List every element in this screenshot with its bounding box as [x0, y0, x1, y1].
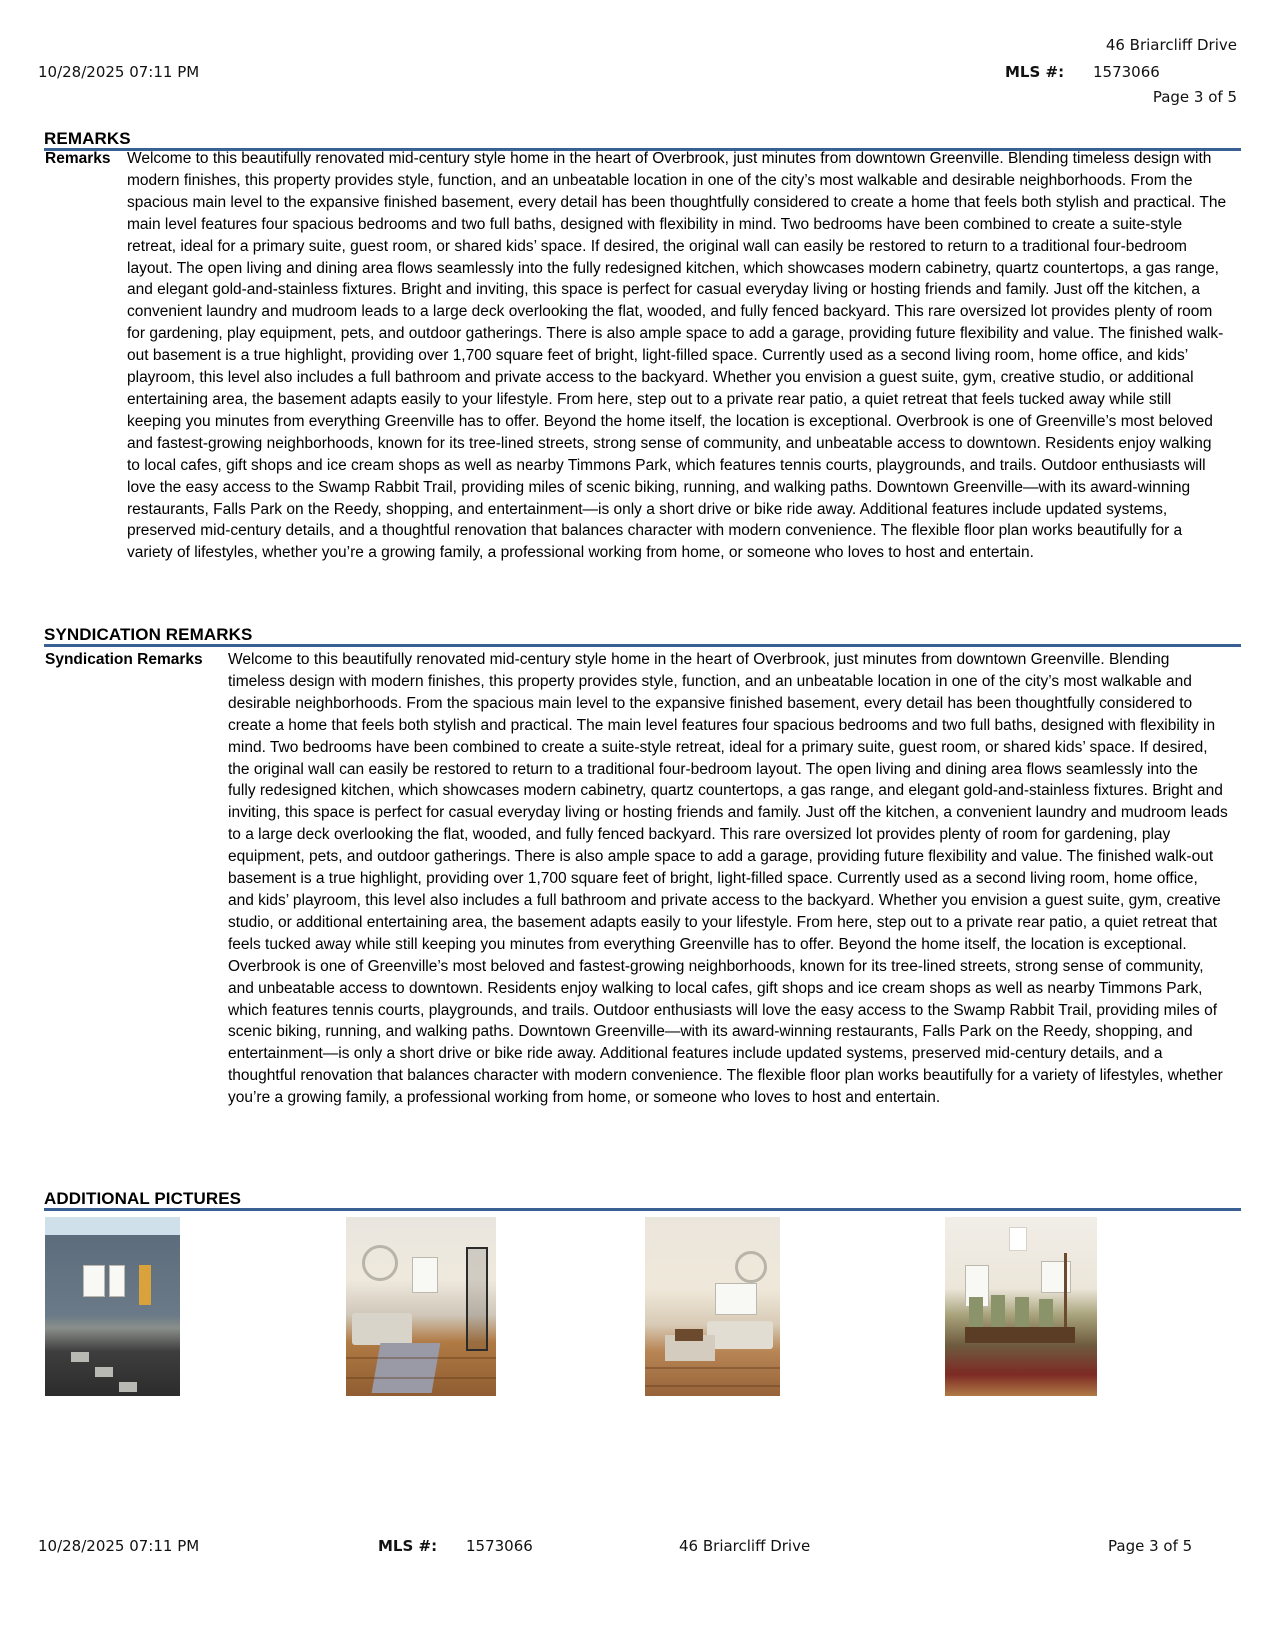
- footer-address: 46 Briarcliff Drive: [679, 1537, 811, 1555]
- header-mls-label: MLS #:: [1005, 63, 1065, 81]
- exterior-photo[interactable]: [45, 1217, 180, 1396]
- footer-page-number: Page 3 of 5: [1108, 1537, 1193, 1555]
- remarks-label: Remarks: [45, 150, 111, 167]
- remarks-section-title: REMARKS: [44, 129, 1241, 151]
- header-mls-number: 1573066: [1093, 63, 1160, 81]
- dining-room-photo[interactable]: [945, 1217, 1097, 1396]
- footer-mls-number: 1573066: [466, 1537, 533, 1555]
- header-datetime: 10/28/2025 07:11 PM: [38, 63, 200, 81]
- syndication-remarks-text: Welcome to this beautifully renovated mid-century style home in the heart of Overbrook, just minutes from downtown Greenville. Blending timeless design with modern finishes, this property provides style, function, and an unbeatable location in one of the city’s most walkable and desirable neighborhoods. From the spacious main level to the expansive finished basement, every detail has been thoughtfully considered to create a home that feels both stylish and practical. The main level features four spacious bedrooms and two full baths, designed with flexibility in mind. Two bedrooms have been combined to create a suite-style retreat, ideal for a primary suite, guest room, or shared kids’ space. If desired, the original wall can easily be restored to return to a traditional four-bedroom layout. The open living and dining area flows seamlessly into the fully redesigned kitchen, which showcases modern cabinetry, quartz countertops, a gas range, and elegant gold-and-stainless fixtures. Bright and inviting, this space is perfect for casual everyday living or hosting friends and family. Just off the kitchen, a convenient laundry and mudroom leads to a large deck overlooking the flat, wooded, and fully fenced backyard. This rare oversized lot provides plenty of room for gardening, play equipment, pets, and outdoor gatherings. There is also ample space to add a garage, providing future flexibility and value. The finished walk-out basement is a true highlight, providing over 1,700 square feet of bright, light-filled space. Currently used as a second living room, home office, and kids’ playroom, this level also includes a full bathroom and private access to the backyard. Whether you envision a guest suite, gym, creative studio, or additional entertaining area, the basement adapts easily to your lifestyle. From here, step out to a private rear patio, a quiet retreat that feels tucked away while still keeping you minutes from everything Greenville has to offer. Beyond the home itself, the location is exceptional. Overbrook is one of Greenville’s most beloved and fastest-growing neighborhoods, known for its tree-lined streets, strong sense of community, and unbeatable access to downtown. Residents enjoy walking to local cafes, gift shops and ice cream shops as well as nearby Timmons Park, which features tennis courts, playgrounds, and trails. Outdoor enthusiasts will love the easy access to the Swamp Rabbit Trail, providing miles of scenic biking, running, and walking paths. Downtown Greenville—with its award-winning restaurants, Falls Park on the Reedy, shopping, and entertainment—is only a short drive or bike ride away. Additional features include updated systems, preserved mid-century details, and a thoughtful renovation that balances character with modern convenience. The flexible floor plan works beautifully for a variety of lifestyles, whether you’re a growing family, a professional working from home, or someone who loves to host and entertain.: [228, 651, 1228, 1107]
- syndication-section-title: SYNDICATION REMARKS: [44, 625, 1241, 647]
- living-room-photo[interactable]: [346, 1217, 496, 1396]
- header-address: 46 Briarcliff Drive: [1105, 36, 1237, 54]
- remarks-text: Welcome to this beautifully renovated mid-century style home in the heart of Overbrook, just minutes from downtown Greenville. Blending timeless design with modern finishes, this property provides style, function, and an unbeatable location in one of the city’s most walkable and desirable neighborhoods. From the spacious main level to the expansive finished basement, every detail has been thoughtfully considered to create a home that feels both stylish and practical. The main level features four spacious bedrooms and two full baths, designed with flexibility in mind. Two bedrooms have been combined to create a suite-style retreat, ideal for a primary suite, guest room, or shared kids’ space. If desired, the original wall can easily be restored to return to a traditional four-bedroom layout. The open living and dining area flows seamlessly into the fully redesigned kitchen, which showcases modern cabinetry, quartz countertops, a gas range, and elegant gold-and-stainless fixtures. Bright and inviting, this space is perfect for casual everyday living or hosting friends and family. Just off the kitchen, a convenient laundry and mudroom leads to a large deck overlooking the flat, wooded, and fully fenced backyard. This rare oversized lot provides plenty of room for gardening, play equipment, pets, and outdoor gatherings. There is also ample space to add a garage, providing future flexibility and value. The finished walk-out basement is a true highlight, providing over 1,700 square feet of bright, light-filled space. Currently used as a second living room, home office, and kids’ playroom, this level also includes a full bathroom and private access to the backyard. Whether you envision a guest suite, gym, creative studio, or additional entertaining area, the basement adapts easily to your lifestyle. From here, step out to a private rear patio, a quiet retreat that feels tucked away while still keeping you minutes from everything Greenville has to offer. Beyond the home itself, the location is exceptional. Overbrook is one of Greenville’s most beloved and fastest-growing neighborhoods, known for its tree-lined streets, strong sense of community, and unbeatable access to downtown. Residents enjoy walking to local cafes, gift shops and ice cream shops as well as nearby Timmons Park, which features tennis courts, playgrounds, and trails. Outdoor enthusiasts will love the easy access to the Swamp Rabbit Trail, providing miles of scenic biking, running, and walking paths. Downtown Greenville—with its award-winning restaurants, Falls Park on the Reedy, shopping, and entertainment—is only a short drive or bike ride away. Additional features include updated systems, preserved mid-century details, and a thoughtful renovation that balances character with modern convenience. The flexible floor plan works beautifully for a variety of lifestyles, whether you’re a growing family, a professional working from home, or someone who loves to host and entertain.: [127, 150, 1227, 562]
- footer-datetime: 10/28/2025 07:11 PM: [38, 1537, 200, 1555]
- living-room-photo-2[interactable]: [645, 1217, 780, 1396]
- header-page-number: Page 3 of 5: [1152, 88, 1237, 106]
- syndication-remarks-label: Syndication Remarks: [45, 651, 203, 668]
- additional-pictures-section-title: ADDITIONAL PICTURES: [44, 1189, 1241, 1211]
- footer-mls-label: MLS #:: [378, 1537, 438, 1555]
